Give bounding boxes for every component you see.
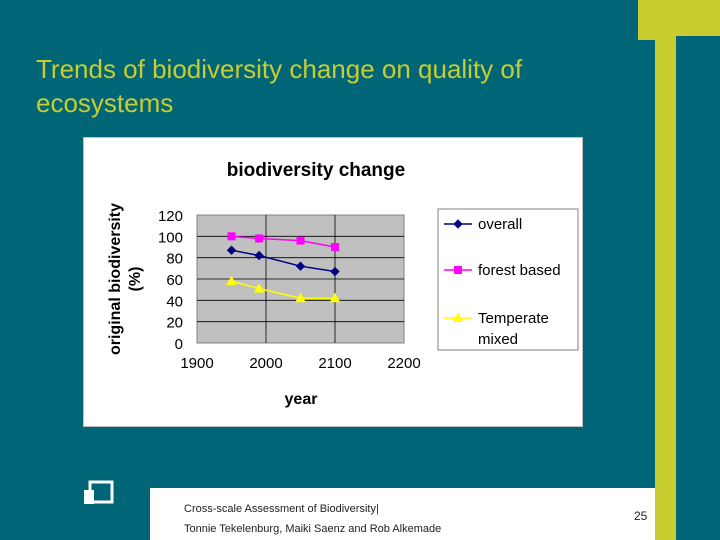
- slide-logo-icon: [84, 480, 114, 508]
- chart-title: biodiversity change: [226, 160, 406, 181]
- y-tick-label: 20: [166, 314, 183, 332]
- legend-label: overall: [478, 216, 523, 233]
- slide-title: Trends of biodiversity change on quality of ecosystems: [36, 54, 523, 118]
- footer-authors: Tonnie Tekelenburg, Maiki Saenz and Rob Alkemade: [184, 523, 442, 535]
- x-tick-label: 2000: [249, 355, 283, 372]
- decorative-band-inner: [676, 36, 720, 540]
- data-point-1-3: [332, 244, 339, 251]
- x-tick-label: 2200: [387, 355, 421, 372]
- y-axis-label-line1: original biodiversity: [107, 202, 124, 356]
- decorative-band-top: [638, 0, 720, 40]
- data-point-1-1: [256, 235, 263, 242]
- x-tick-label: 1900: [180, 355, 214, 372]
- legend-label: forest based: [478, 262, 561, 279]
- y-tick-label: 100: [157, 229, 183, 247]
- y-tick-label: 80: [166, 250, 183, 268]
- legend-marker: [455, 267, 462, 274]
- data-point-1-0: [228, 233, 235, 240]
- footer-title: Cross-scale Assessment of Biodiversity|: [184, 503, 379, 515]
- page-number: 25: [634, 509, 648, 523]
- chart-container: [83, 137, 583, 427]
- legend-label-line1: Temperate: [478, 310, 549, 327]
- y-tick-label: 40: [166, 293, 183, 311]
- line-chart: [84, 138, 582, 426]
- x-tick-label: 2100: [318, 355, 352, 372]
- data-point-1-2: [297, 237, 304, 244]
- y-tick-label: 120: [157, 208, 183, 225]
- y-tick-label: 60: [166, 272, 183, 289]
- x-axis-label: year: [284, 391, 318, 408]
- y-tick-label: 0: [174, 336, 183, 353]
- legend-label-line2: mixed: [478, 331, 519, 348]
- y-axis-label-line2: (%): [127, 266, 144, 292]
